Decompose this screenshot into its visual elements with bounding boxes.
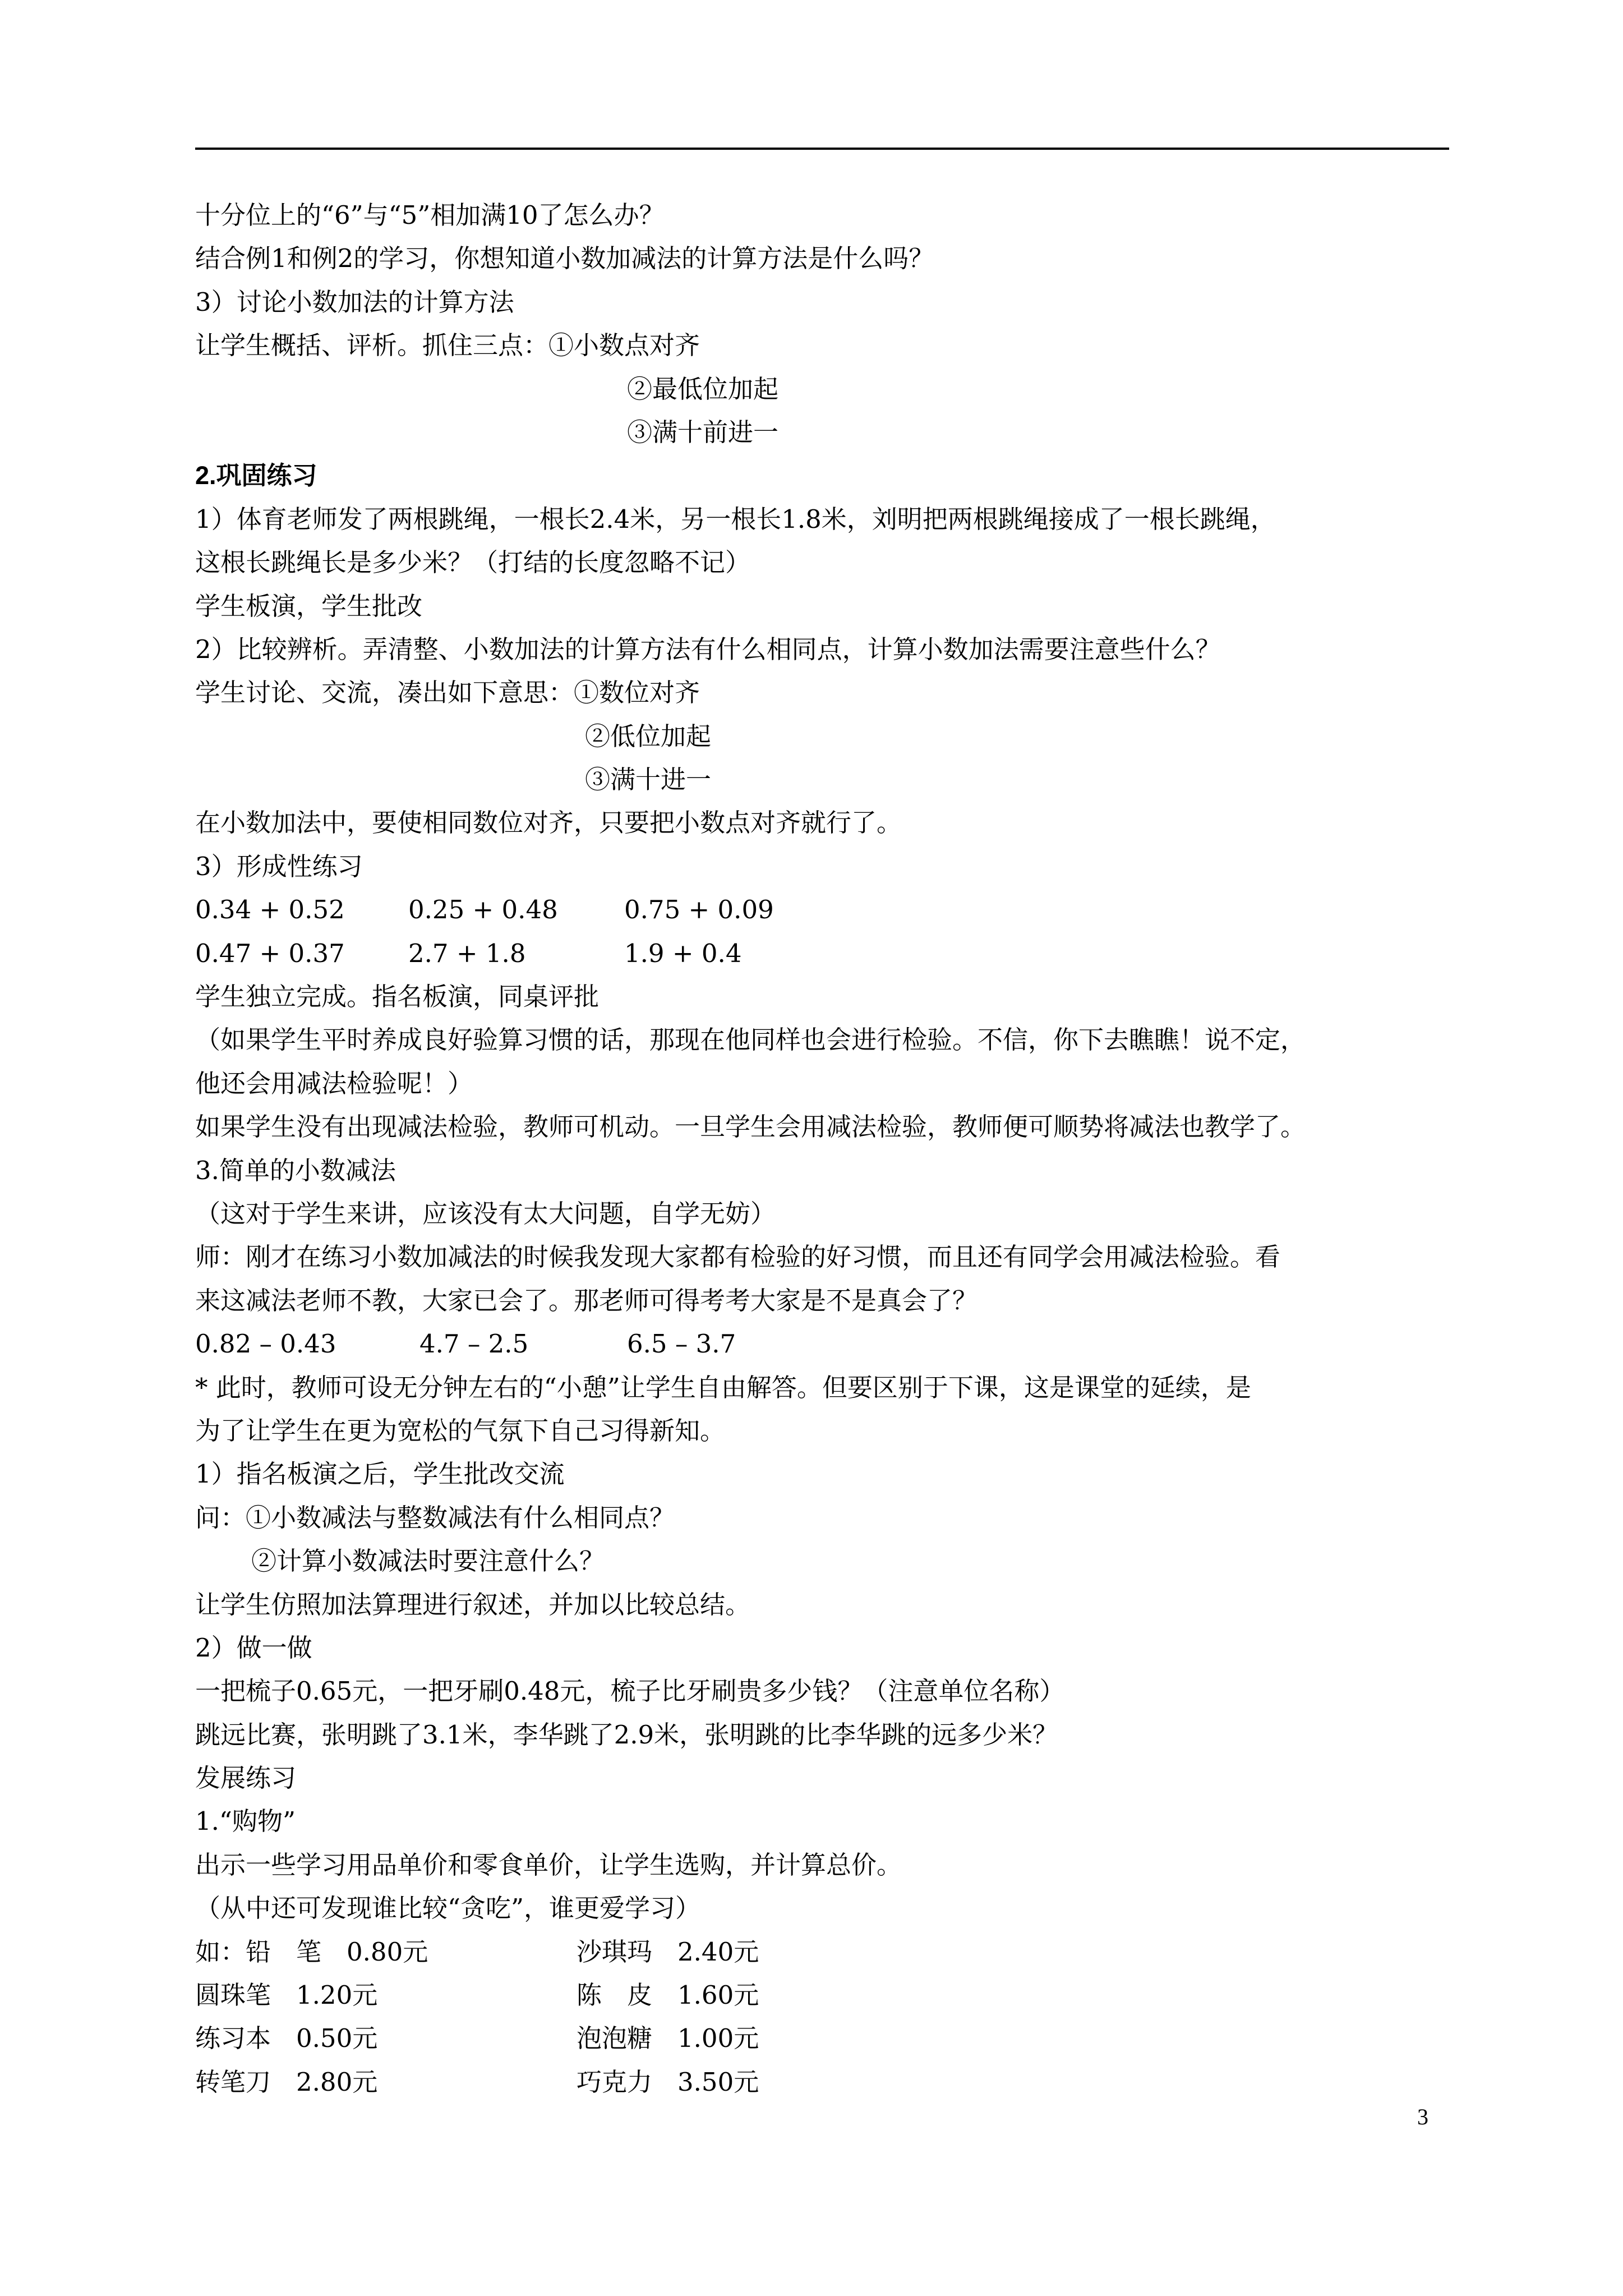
price-list-row: [195, 1930, 1446, 1973]
price-item: 练习本 0.50元: [195, 2023, 378, 2054]
text-line: ③满十前进一: [627, 417, 779, 447]
text-line: 在小数加法中，要使相同数位对齐，只要把小数点对齐就行了。: [195, 808, 902, 838]
text-line: 问：①小数减法与整数减法有什么相同点？: [195, 1502, 675, 1533]
addition-exercise: 2.7 + 1.8: [408, 938, 526, 968]
text-line: 1.“购物”: [195, 1806, 296, 1837]
addition-exercise: 0.75 + 0.09: [624, 895, 774, 925]
text-line: ②最低位加起: [627, 374, 779, 404]
text-line: 2）做一做: [195, 1632, 312, 1663]
price-item: 如：铅 笔 0.80元: [195, 1936, 428, 1967]
text-line: 来这减法老师不教，大家已会了。那老师可得考考大家是不是真会了？: [195, 1285, 978, 1315]
text-line: （这对于学生来讲，应该没有太大问题，自学无妨）: [195, 1198, 776, 1228]
addition-exercise-row: [195, 888, 1446, 931]
text-line: * 此时，教师可设无分钟左右的“小憩”让学生自由解答。但要区别于下课，这是课堂的延续，是: [195, 1372, 1251, 1402]
text-line: 2）比较辨析。弄清整、小数加法的计算方法有什么相同点，计算小数加法需要注意些什么？: [195, 634, 1221, 664]
text-line: 让学生概括、评析。抓住三点：①小数点对齐: [195, 330, 700, 361]
addition-exercise: 0.25 + 0.48: [408, 895, 558, 925]
price-item: 泡泡糖 1.00元: [577, 2023, 759, 2054]
subtraction-exercise: 4.7 – 2.5: [419, 1329, 529, 1359]
subtraction-exercise-row: [195, 1322, 1446, 1365]
addition-exercise: 0.34 + 0.52: [195, 895, 345, 925]
text-line: 出示一些学习用品单价和零食单价，让学生选购，并计算总价。: [195, 1849, 902, 1880]
price-item: 沙琪玛 2.40元: [577, 1936, 759, 1967]
subtraction-exercise: 0.82 – 0.43: [195, 1329, 336, 1359]
text-line: 让学生仿照加法算理进行叙述，并加以比较总结。: [195, 1589, 751, 1619]
text-line: 3）讨论小数加法的计算方法: [195, 287, 514, 317]
price-item: 转笔刀 2.80元: [195, 2067, 378, 2097]
text-line: 师：刚才在练习小数加减法的时候我发现大家都有检验的好习惯，而且还有同学会用减法检验。看: [195, 1242, 1281, 1272]
text-line: ③满十进一: [585, 765, 712, 795]
section-heading: 3.简单的小数减法: [195, 1155, 396, 1185]
text-line: 为了让学生在更为宽松的气氛下自己习得新知。: [195, 1415, 726, 1446]
text-line: 结合例1和例2的学习，你想知道小数加减法的计算方法是什么吗？: [195, 243, 934, 274]
price-item: 陈 皮 1.60元: [577, 1980, 759, 2010]
price-list-row: [195, 2017, 1446, 2060]
text-line: ②低位加起: [585, 721, 712, 751]
text-line: 学生板演，学生批改: [195, 591, 423, 621]
price-item: 圆珠笔 1.20元: [195, 1980, 378, 2010]
addition-exercise: 1.9 + 0.4: [624, 938, 742, 968]
subtraction-exercise: 6.5 – 3.7: [627, 1329, 736, 1359]
text-line: 1）指名板演之后，学生批改交流: [195, 1459, 565, 1489]
text-line: 这根长跳绳长是多少米？（打结的长度忽略不记）: [195, 547, 751, 578]
addition-exercise: 0.47 + 0.37: [195, 938, 345, 968]
text-line: 一把梳子0.65元，一把牙刷0.48元，梳子比牙刷贵多少钱？（注意单位名称）: [195, 1676, 1065, 1706]
text-line: 如果学生没有出现减法检验，教师可机动。一旦学生会用减法检验，教师便可顺势将减法也教学了。: [195, 1112, 1306, 1142]
text-line: 3）形成性练习: [195, 851, 363, 881]
addition-exercise-row: [195, 932, 1446, 975]
text-line: 跳远比赛，张明跳了3.1米，李华跳了2.9米，张明跳的比李华跳的远多少米？: [195, 1719, 1058, 1750]
text-line: 学生独立完成。指名板演，同桌评批: [195, 982, 600, 1012]
text-line: 发展练习: [195, 1763, 297, 1793]
price-item: 巧克力 3.50元: [577, 2067, 759, 2097]
text-line: 他还会用减法检验呢！）: [195, 1068, 473, 1098]
text-line: 学生讨论、交流，凑出如下意思：①数位对齐: [195, 678, 700, 708]
document-body: [195, 194, 1446, 2104]
text-line: 1）体育老师发了两根跳绳，一根长2.4米，另一根长1.8米，刘明把两根跳绳接成了一根长跳绳，: [195, 504, 1276, 534]
text-line: 十分位上的“6”与“5”相加满10了怎么办？: [195, 200, 665, 230]
text-line: ②计算小数减法时要注意什么？: [251, 1546, 605, 1576]
page-number: 3: [1417, 2104, 1428, 2129]
section-heading: 2.巩固练习: [195, 461, 317, 490]
text-line: （如果学生平时养成良好验算习惯的话，那现在他同样也会进行检验。不信，你下去瞧瞧！说不定，: [195, 1025, 1306, 1055]
price-list-row: [195, 2060, 1446, 2104]
price-list-row: [195, 1973, 1446, 2017]
text-line: （从中还可发现谁比较“贪吃”，谁更爱学习）: [195, 1893, 701, 1924]
header-rule: [195, 148, 1449, 150]
